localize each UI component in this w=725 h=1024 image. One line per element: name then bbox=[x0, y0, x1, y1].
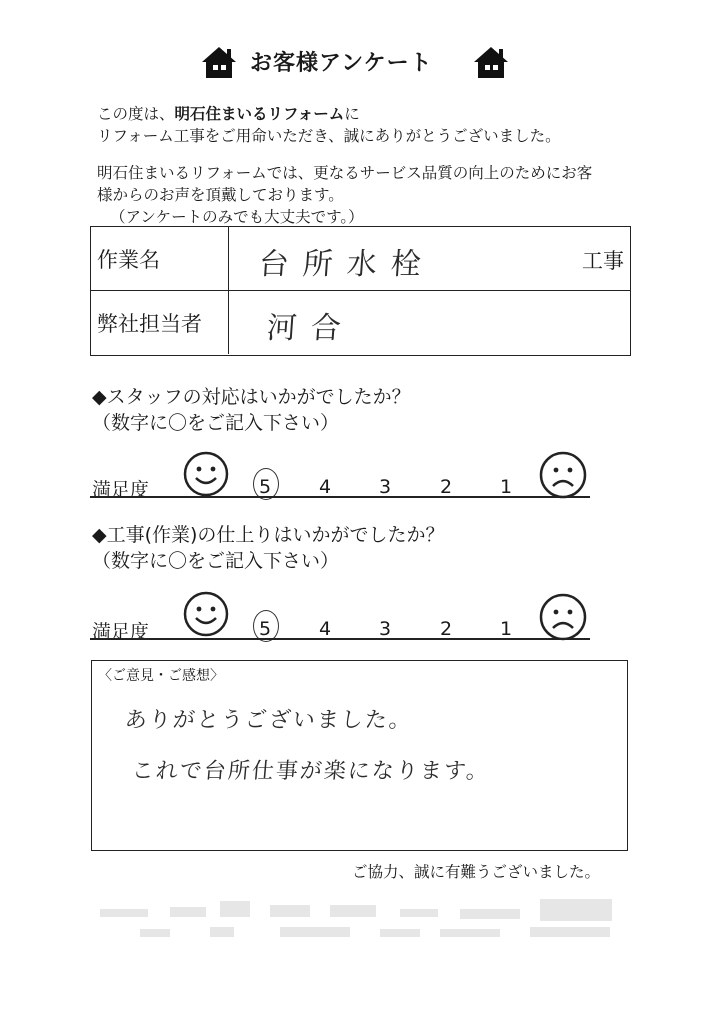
question-2-title: ◆工事(作業)の仕上りはいかがでしたか？ bbox=[92, 524, 445, 546]
scale-1[interactable]: 1 bbox=[499, 476, 513, 498]
intro-note: （アンケートのみでも大丈夫です。） bbox=[110, 208, 364, 226]
scale-2[interactable]: 2 bbox=[439, 618, 453, 640]
work-label: 作業名 bbox=[91, 227, 229, 290]
scale-5[interactable]: 5 bbox=[258, 476, 272, 498]
question-1-title: ◆スタッフの対応はいかがでしたか？ bbox=[92, 386, 411, 408]
house-icon bbox=[200, 44, 238, 80]
scale-5[interactable]: 5 bbox=[258, 618, 272, 640]
smile-face-icon bbox=[182, 450, 230, 498]
question-1-instruction: （数字に〇をご記入下さい） bbox=[92, 412, 340, 434]
comment-line-1: ありがとうございました。 bbox=[123, 708, 414, 733]
comment-title: 〈ご意見・ご感想〉 bbox=[98, 668, 224, 684]
scale-baseline bbox=[90, 638, 590, 640]
scale-3[interactable]: 3 bbox=[378, 476, 392, 498]
satisfaction-label: 満足度 bbox=[92, 479, 150, 501]
staff-row bbox=[91, 291, 630, 354]
intro-line-1: この度は、明石住まいるリフォームに bbox=[97, 105, 360, 123]
intro-line-3: 明石住まいるリフォームでは、更なるサービス品質の向上のためにお客 bbox=[97, 164, 593, 182]
scale-1[interactable]: 1 bbox=[499, 618, 513, 640]
satisfaction-label: 満足度 bbox=[92, 621, 150, 643]
faded-company-info bbox=[100, 895, 620, 945]
info-table bbox=[90, 226, 631, 356]
page-title: お客様アンケート bbox=[250, 51, 433, 76]
scale-4[interactable]: 4 bbox=[318, 618, 332, 640]
intro-line-2: リフォーム工事をご用命いただき、誠にありがとうございました。 bbox=[97, 127, 561, 145]
comment-box[interactable] bbox=[91, 660, 628, 851]
scale-2[interactable]: 2 bbox=[439, 476, 453, 498]
intro-line-4: 様からのお声を頂戴しております。 bbox=[97, 186, 344, 204]
scale-4[interactable]: 4 bbox=[318, 476, 332, 498]
sad-face-icon bbox=[538, 592, 588, 642]
staff-value[interactable]: 河合 bbox=[265, 311, 356, 346]
work-row bbox=[91, 227, 630, 291]
scale-baseline bbox=[90, 496, 590, 498]
question-2-instruction: （数字に〇をご記入下さい） bbox=[92, 550, 340, 572]
work-value[interactable]: 台所水栓 bbox=[257, 247, 436, 282]
company-name: 明石住まいるリフォーム bbox=[174, 105, 345, 123]
smile-face-icon bbox=[182, 590, 230, 638]
work-suffix: 工事 bbox=[582, 249, 624, 273]
scale-3[interactable]: 3 bbox=[378, 618, 392, 640]
sad-face-icon bbox=[538, 450, 588, 500]
comment-line-2: これで台所仕事が楽になります。 bbox=[130, 759, 492, 784]
thanks-message: ご協力、誠に有難うございました。 bbox=[351, 863, 600, 881]
staff-label: 弊社担当者 bbox=[91, 291, 229, 354]
house-icon bbox=[472, 44, 510, 80]
